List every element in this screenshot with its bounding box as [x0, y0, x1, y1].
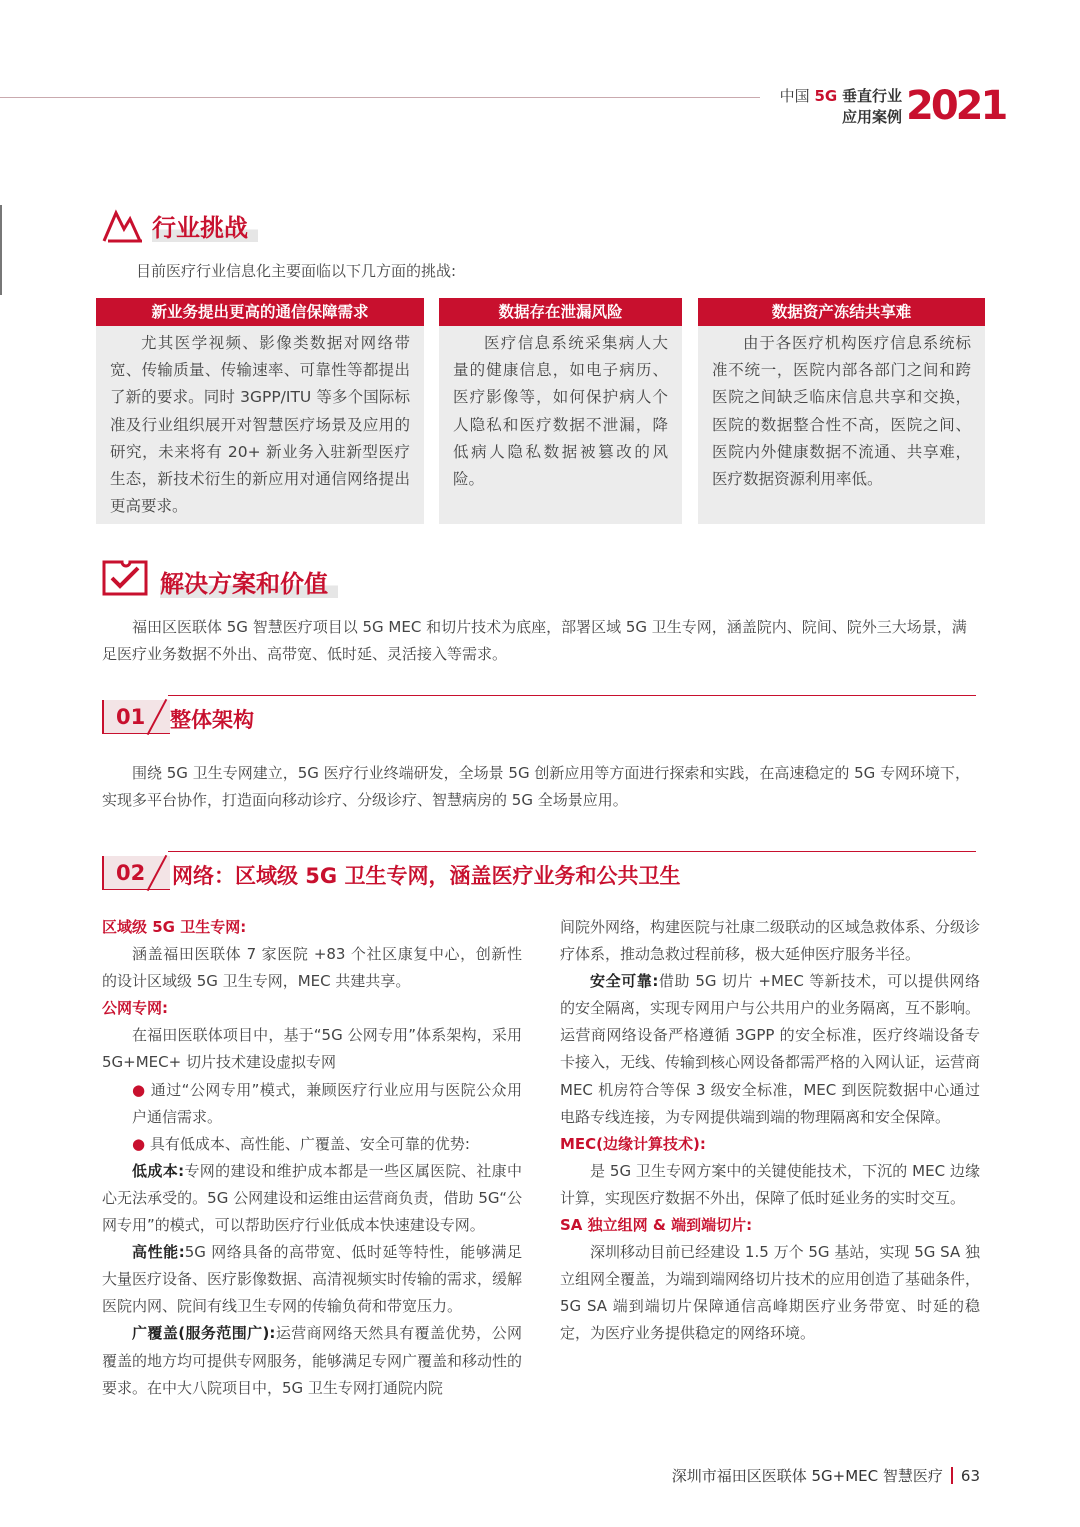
section-01-title: 整体架构 [170, 708, 254, 732]
challenge-box-body: 由于各医疗机构医疗信息系统标准不统一，医院内部各部门之间和跨医院之间缺乏临床信息共享和交换，医院的数据整合性不高，医院之间、医院内外健康数据不流通、共享难，医疗数据资源利用率低。 [712, 334, 971, 489]
paragraph: 涵盖福田医联体 7 家医院 +83 个社区康复中心，创新性的设计区域级 5G 卫生专网，MEC 共建共享。 [102, 945, 522, 991]
paragraph: 间院外网络，构建医院与社康二级联动的区域急救体系、分级诊疗体系，推动急救过程前移，极大延伸医疗服务半径。 [560, 918, 981, 964]
section-01-rule [168, 695, 976, 696]
subheading: 区域级 5G 卫生专网: [102, 918, 247, 936]
challenge-box-head: 新业务提出更高的通信保障需求 [96, 298, 424, 326]
paragraph: 广覆盖(服务范围广):运营商网络天然具有覆盖优势，公网覆盖的地方均可提供专网服务，能够满足专网广覆盖和移动性的要求。在中大八院项目中，5G 卫生专网打通院内院 [102, 1324, 523, 1397]
paragraph: 低成本:专网的建设和维护成本都是一些区属医院、社康中心无法承受的。5G 公网建设和运维由运营商负责，借助 5G“公网专用”的模式，可以帮助医疗行业低成本快速建设专网。 [102, 1161, 522, 1235]
section-01-text: 围绕 5G 卫生专网建立，5G 医疗行业终端研发，全场景 5G 创新应用等方面进行探索和实践，在高速稳定的 5G 专网环境下，实现多平台协作，打造面向移动诊疗、分级诊疗、智慧病房的 5G 全场景应用。 [102, 764, 971, 809]
paragraph: 安全可靠:借助 5G 切片 +MEC 等新技术，可以提供网络的安全隔离，实现专网用户与公共用户的业务隔离，互不影响。运营商网络设备严格遵循 3GPP 的安全标准，医疗终端设备专卡接入，无线、传输到核心网设备都需严格的入网认证，运营商 MEC 机房符合等保 3 级安全标准，MEC 到医院数据中心通过电路专线连接，为专网提供端到端的物理隔离和安全保障。 [560, 972, 981, 1126]
section-02-right-column [560, 914, 980, 1348]
subheading: 公网专网: [102, 999, 168, 1018]
header-year: 2021 [906, 83, 1006, 129]
paragraph: 高性能:5G 网络具备的高带宽、低时延等特性，能够满足大量医疗设备、医疗影像数据、高清视频实时传输的需求，缓解医院内网、院间有线卫生专网的传输负荷和带宽压力。 [102, 1243, 523, 1316]
solution-title: 解决方案和价值 [160, 564, 338, 599]
bullet-item: ● 具有低成本、高性能、广覆盖、安全可靠的优势: [132, 1134, 470, 1153]
challenges-title: 行业挑战 [152, 208, 258, 243]
header-rule [0, 97, 760, 98]
section-01-number: 01 [102, 700, 170, 734]
mountain-icon [102, 205, 142, 245]
challenge-box [439, 298, 682, 524]
section-02-rule [168, 851, 976, 852]
subheading: SA 独立组网 & 端到端切片: [560, 1216, 753, 1235]
subheading: MEC(边缘计算技术): [560, 1134, 706, 1153]
page-number: 63 [960, 1467, 980, 1485]
paragraph: 深圳移动目前已经建设 1.5 万个 5G 基站，实现 5G SA 独立组网全覆盖，为端到端网络切片技术的应用创造了基础条件，5G SA 端到端切片保障通信高峰期医疗业务带宽、时延的稳定，为医疗业务提供稳定的网络环境。 [560, 1243, 981, 1343]
footer [672, 1465, 980, 1486]
challenge-box-body: 尤其医学视频、影像类数据对网络带宽、传输质量、传输速率、可靠性等都提出了新的要求。同时 3GPP/ITU 等多个国际标准及行业组织展开对智慧医疗场景及应用的研究，未来将有 20+ 新业务入驻新型医疗生态，新技术衍生的新应用对通信网络提出更高要求。 [110, 334, 410, 516]
bullet-icon: ● [132, 1080, 146, 1099]
page-edge-mark [0, 205, 2, 295]
section-02-left-column [102, 914, 522, 1402]
paragraph: 是 5G 卫生专网方案中的关键使能技术，下沉的 MEC 边缘计算，实现医疗数据不外出，保障了低时延业务的实时交互。 [560, 1161, 980, 1207]
bullet-item: ● 通过“公网专用”模式，兼顾医疗行业应用与医院公众用户通信需求。 [132, 1080, 522, 1126]
section-02-title: 网络：区域级 5G 卫生专网，涵盖医疗业务和公共卫生 [172, 864, 681, 888]
challenge-box [698, 298, 985, 524]
challenge-box [96, 298, 424, 524]
section-02-number: 02 [102, 856, 170, 890]
challenge-box-head: 数据存在泄漏风险 [439, 298, 682, 326]
challenges-intro: 目前医疗行业信息化主要面临以下几方面的挑战: [136, 262, 457, 280]
challenge-box-head: 数据资产冻结共享难 [698, 298, 985, 326]
footer-divider [951, 1467, 953, 1484]
header-title: 中国 5G 垂直行业 应用案例 [779, 87, 902, 126]
checklist-icon [100, 556, 150, 600]
bullet-icon: ● [132, 1134, 146, 1153]
paragraph: 在福田医联体项目中，基于“5G 公网专用”体系架构，采用 5G+MEC+ 切片技术建设虚拟专网 [102, 1026, 522, 1072]
solution-intro: 福田区医联体 5G 智慧医疗项目以 5G MEC 和切片技术为底座，部署区域 5G 卫生专网，涵盖院内、院间、院外三大场景，满足医疗业务数据不外出、高带宽、低时延、灵活接入等需求。 [102, 618, 967, 663]
challenge-box-body: 医疗信息系统采集病人大量的健康信息，如电子病历、医疗影像等，如何保护病人个人隐私和医疗数据不泄漏，降低病人隐私数据被篡改的风险。 [453, 334, 668, 489]
footer-title: 深圳市福田区医联体 5G+MEC 智慧医疗 [671, 1467, 943, 1485]
